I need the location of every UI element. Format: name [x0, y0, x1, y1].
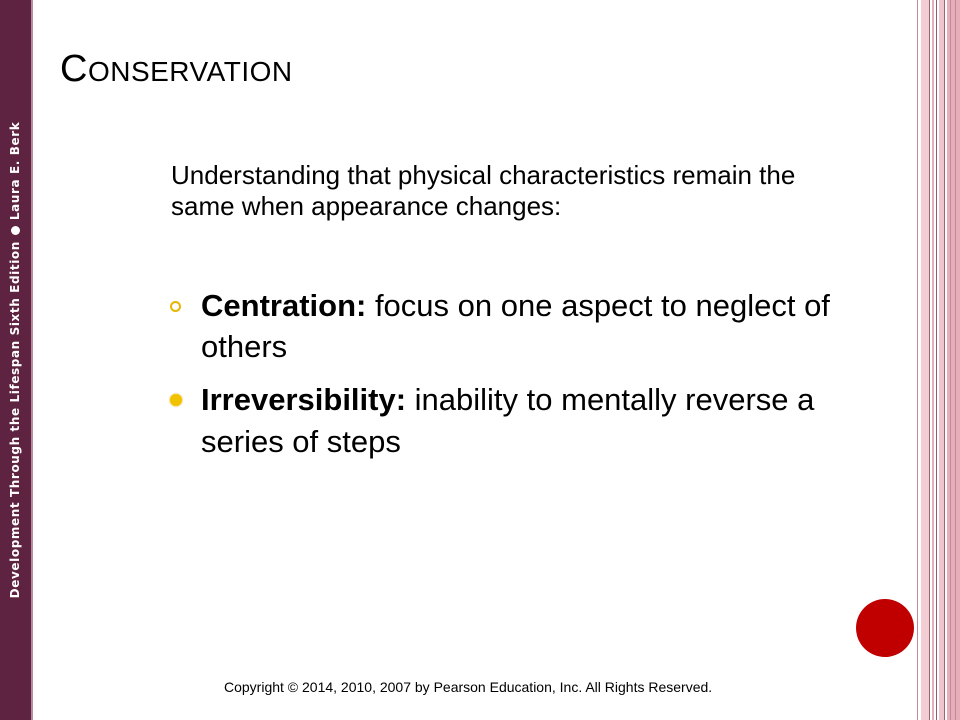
bullet-item-irreversibility [170, 379, 850, 461]
copyright-notice: Copyright © 2014, 2010, 2007 by Pearson Education, Inc. All Rights Reserved. [224, 679, 713, 695]
bullet-description: focus on one aspect to neglect of others [201, 288, 830, 365]
separator-dot-icon [11, 226, 20, 235]
bullet-item-centration [170, 285, 850, 367]
bullet-description: inability to mentally reverse a series of steps [201, 382, 815, 459]
bullet-term: Irreversibility: [201, 382, 407, 418]
left-sidebar-edge [31, 0, 33, 720]
slide-title [60, 48, 293, 91]
ring-bullet-icon [170, 301, 181, 312]
sidebar-book-credit [8, 10, 22, 710]
slide-title-initial: C [60, 48, 88, 90]
red-circle-icon [856, 599, 914, 657]
bullet-list [170, 285, 850, 474]
dot-bullet-icon [170, 394, 182, 406]
definition-text: Understanding that physical characteristics remain the same when appearance changes: [171, 160, 796, 222]
sidebar-author: Laura E. Berk [8, 121, 22, 221]
slide-title-rest: ONSERVATION [87, 56, 293, 87]
sidebar-book-title: Development Through the Lifespan Sixth Edition [8, 241, 22, 599]
right-stripe-decoration [917, 0, 960, 720]
bullet-term: Centration: [201, 288, 367, 323]
